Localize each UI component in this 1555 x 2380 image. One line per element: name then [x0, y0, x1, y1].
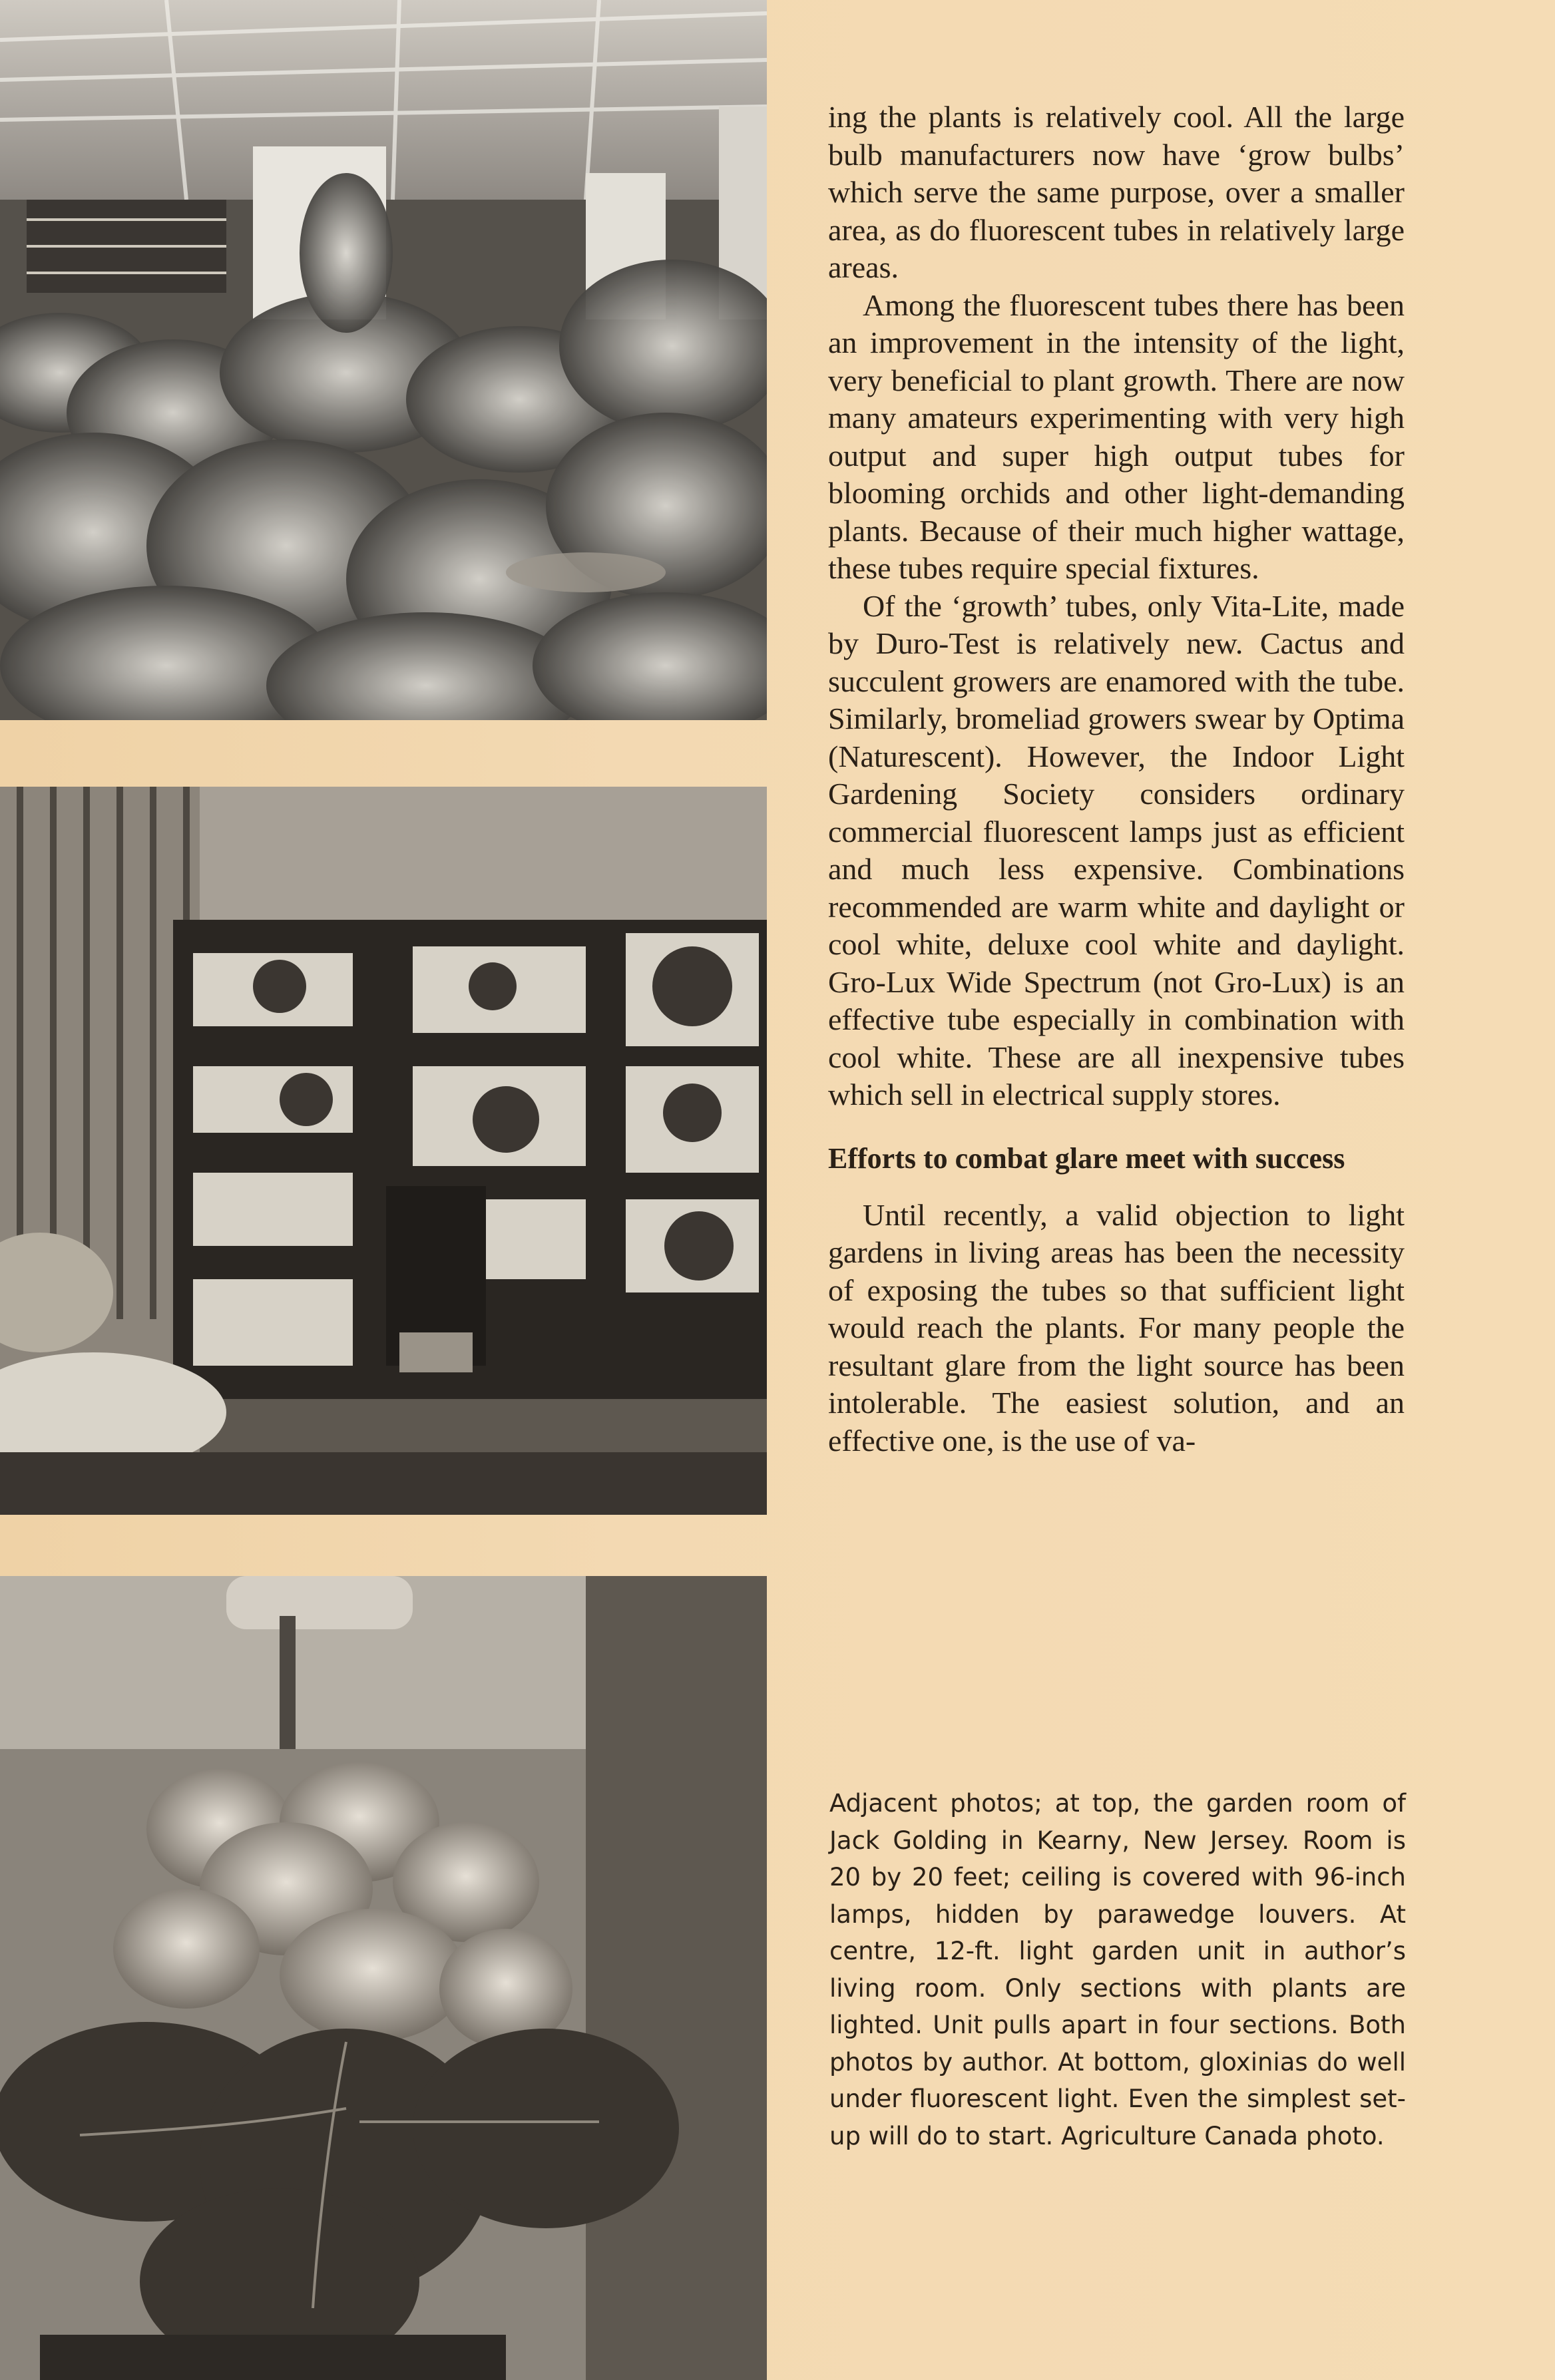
photo-caption: Adjacent photos; at top, the garden room of Jack Golding in Kearny, New Jersey. Room is 20 by 20 feet; ceiling is covered with 96-inch lamps, hidden by parawedge louvers. At centre, 12-ft. light garden unit in author’s living room. Only sections with plants are lighted. Unit pulls apart in four sections. Both photos by author. At bottom, gloxinias do well under fluorescent light. Even the simplest set-up will do to start. Agriculture Canada photo.: [829, 1789, 1406, 2150]
gloxinia-image: [0, 1576, 767, 2380]
paragraph-4: Until recently, a valid objection to light gardens in living areas has been the necessity of exposing the tubes so that sufficient light would reach the plants. For many people the resultant glare from the light source has been intolerable. The easiest solution, and an effective one, is the use of va-: [828, 1197, 1405, 1458]
light-garden-unit-image: [0, 787, 767, 1515]
garden-room-photo: [0, 0, 767, 720]
gloxinia-photo: [0, 1576, 767, 2380]
paragraph-1: ing the plants is relatively cool. All the large bulb manufacturers now have ‘grow bulbs’ which serve the same purpose, over a smaller area, as do fluorescent tubes in relatively large areas.: [828, 100, 1405, 284]
garden-room-image: [0, 0, 767, 720]
paragraph-2: Among the fluorescent tubes there has been an improvement in the intensity of the light, very beneficial to plant growth. There are now many amateurs experimenting with very high output and super high output tubes for blooming orchids and other light-demanding plants. Because of their much higher wattage, these tubes require special fixtures.: [828, 288, 1405, 585]
article-column: [828, 99, 1405, 1460]
paragraph-3: Of the ‘growth’ tubes, only Vita-Lite, made by Duro-Test is relatively new. Cactus and succulent growers are enamored with the tube. Similarly, bromeliad growers swear by Optima (Naturescent). However, the Indoor Light Gardening Society considers ordinary commercial fluorescent lamps just as efficient and much less expensive. Combinations recommended are warm white and daylight or cool white, deluxe cool white and daylight. Gro-Lux Wide Spectrum (not Gro-Lux) is an effective tube especially in combination with cool white. These are all inexpensive tubes which sell in electrical supply stores.: [828, 588, 1405, 1111]
light-garden-unit-photo: [0, 787, 767, 1515]
section-heading: Efforts to combat glare meet with success: [828, 1141, 1345, 1175]
